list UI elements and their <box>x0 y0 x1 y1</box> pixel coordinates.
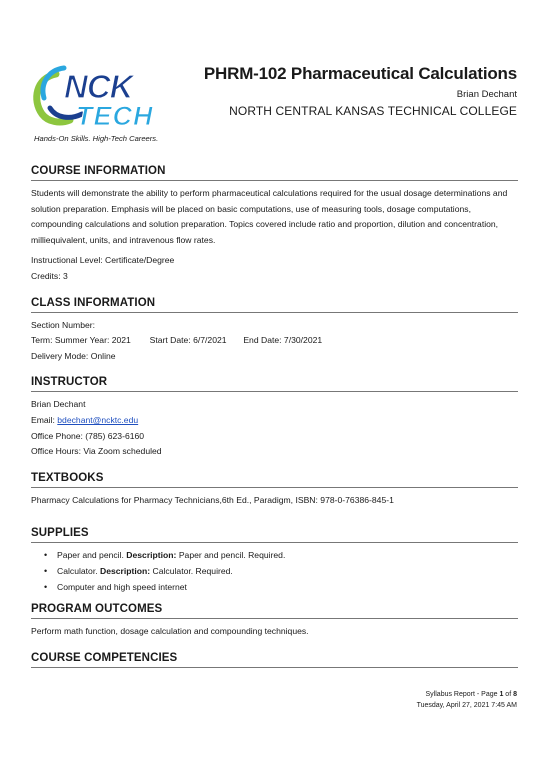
list-item: • Computer and high speed internet <box>31 580 518 596</box>
course-title: PHRM-102 Pharmaceutical Calculations <box>203 64 517 83</box>
supplies-section <box>31 527 518 595</box>
page-footer <box>417 689 517 711</box>
end-date: End Date: 7/30/2021 <box>243 335 323 346</box>
section-heading: CLASS INFORMATION <box>31 297 518 313</box>
start-date: Start Date: 6/7/2021 <box>149 335 227 346</box>
logo-bottom-text: TECH <box>76 101 154 131</box>
supplies-list <box>31 548 518 595</box>
college-name: NORTH CENTRAL KANSAS TECHNICAL COLLEGE <box>229 104 517 118</box>
college-logo <box>30 62 195 146</box>
course-information-section <box>31 165 518 285</box>
report-timestamp: Tuesday, April 27, 2021 7:45 AM <box>416 702 517 709</box>
term: Term: Summer <box>31 335 88 346</box>
program-outcomes-section <box>31 603 518 640</box>
nck-tech-logo-icon <box>30 62 195 146</box>
credits: Credits: 3 <box>31 270 68 281</box>
list-item: • Calculator. Description: Calculator. Required. <box>31 564 518 580</box>
logo-tagline: Hands-On Skills. High-Tech Careers. <box>34 134 159 143</box>
delivery-mode: Delivery Mode: Online <box>31 350 116 361</box>
list-item: • Paper and pencil. Description: Paper and pencil. Required. <box>31 548 518 564</box>
section-heading: COURSE COMPETENCIES <box>31 652 518 668</box>
email-line <box>31 413 518 429</box>
section-heading: SUPPLIES <box>31 527 518 543</box>
term-line <box>31 333 518 349</box>
course-description: Students will demonstrate the ability to perform pharmaceutical calculations required for the usual dosage determinations and solution preparation. Emphasis will be placed on basic computations, use of measuring tools, dosage computations, compounding calculations and solution preparation. Topics covered include ratio and proportion, dilution and concentration, milliequivalent, units, and intravenous flow rates. <box>31 188 508 245</box>
email-link[interactable]: bdechant@ncktc.edu <box>57 414 139 425</box>
office-hours: Office Hours: Via Zoom scheduled <box>31 446 162 457</box>
section-heading: COURSE INFORMATION <box>31 165 518 181</box>
office-phone: Office Phone: (785) 623-6160 <box>31 430 145 441</box>
program-outcome-text: Perform math function, dosage calculation and compounding techniques. <box>31 626 309 637</box>
instructional-level: Instructional Level: Certificate/Degree <box>31 255 175 266</box>
section-heading: PROGRAM OUTCOMES <box>31 603 518 619</box>
email-label: Email: <box>31 414 55 425</box>
textbook-item: Pharmacy Calculations for Pharmacy Technicians,6th Ed., Paradigm, ISBN: 978-0-76386-845-1 <box>31 494 394 505</box>
page-indicator: Syllabus Report - Page 1 of 8 <box>425 691 517 698</box>
section-heading: INSTRUCTOR <box>31 376 518 392</box>
year: Year: 2021 <box>89 335 131 346</box>
logo-top-text: NCK <box>64 68 133 105</box>
class-information-section <box>31 297 518 365</box>
instructor-name: Brian Dechant <box>31 399 86 410</box>
syllabus-content <box>31 165 518 668</box>
instructor-section <box>31 376 518 459</box>
textbooks-section <box>31 472 518 509</box>
section-number: Section Number: <box>31 319 96 330</box>
header-info <box>204 64 517 118</box>
section-heading: TEXTBOOKS <box>31 472 518 488</box>
header-instructor: Brian Dechant <box>456 89 517 100</box>
course-competencies-section <box>31 652 518 668</box>
